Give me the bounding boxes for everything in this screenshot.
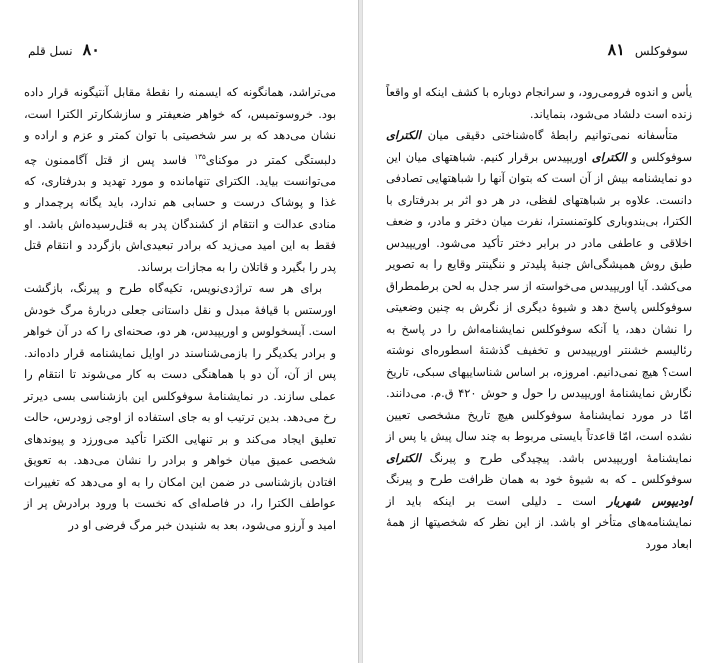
right-page-header bbox=[608, 40, 688, 62]
text-run: می‌تراشد، همانگونه که ایسمنه را نقطهٔ مقابل آنتیگونه قرار داده بود. خروسوتمیس، که خواهر ضعیفتر و سازشکارتر الکترا است، نشان می‌دهد که بر سر شخصیتی با توان کمتر و عزم و اراده و دلبستگی کمتر در موکنای bbox=[24, 85, 337, 167]
running-title: نسل قلم bbox=[28, 44, 73, 58]
work-title: الکترای bbox=[591, 149, 627, 164]
right-page-body bbox=[386, 82, 692, 555]
right-page bbox=[362, 0, 722, 663]
text-run: متأسفانه نمی‌توانیم رابطهٔ گاه‌شناختی دقیقی میان bbox=[420, 128, 678, 142]
left-page-header bbox=[28, 40, 100, 62]
text-run: سوفوکلس و bbox=[626, 149, 692, 164]
work-title: الکترای bbox=[386, 128, 421, 142]
work-title: الکترای bbox=[386, 450, 421, 465]
page-number: ۸۱ bbox=[607, 40, 625, 59]
running-title: سوفوکلس bbox=[634, 44, 688, 58]
text-run: فاسد پس از قتل آگاممنون چه می‌توانست بیاید. الکترای تنهاماندە و مورد تهدید و بدرفتاری، که غذا و پوشاک درست و حسابی هم ندارد، باید یگانه پرچمدار و منادی عدالت و انتقام از کشندگان پدر به قتل‌رسیده‌اش باشد. او فقط به این امید می‌زید که برادر تبعیدی‌اش بازگردد و انتقام قتل پدر را بگیرد و قاتلان را به مجازات برساند. bbox=[24, 152, 336, 274]
text-run: سوفوکلس ـ که به شیوهٔ خود به همان ظرافت طرح و پیرنگ bbox=[386, 472, 692, 486]
text-run: یأس و اندوه فرومی‌رود، و سرانجام دوباره با کشف اینکه او واقعاً زنده است دلشاد می‌شود، بنمایاند. bbox=[386, 85, 692, 121]
body-paragraph bbox=[24, 82, 336, 278]
left-page-body bbox=[24, 82, 336, 536]
body-paragraph bbox=[386, 82, 692, 125]
text-run: است ـ دلیلی است بر اینکه باید از نمایشنامه‌های متأخر او باشد. از این نظر که شخصیتها از همهٔ ابعاد مورد bbox=[386, 493, 692, 551]
body-paragraph bbox=[24, 278, 336, 536]
text-run: برای هر سه تراژدی‌نویس، تکیه‌گاه طرح و پیرنگ، بازگشت اورستس با قیافهٔ مبدل و نقل داستانی جعلی دربارهٔ مرگ خودش است. آیسخولوس و اوریپیدس، هر دو، صحنه‌ای را که در آن خواهر و برادر یکدیگر را بازمی‌شناسند در اوایل نمایشنامه قرار داده‌اند. پس از آن، آن دو با هماهنگی دست به کار می‌شوند تا انتقام را عملی سازند. در نمایشنامهٔ سوفوکلس این بازشناسی بسی دیرتر رخ می‌دهد. بدین ترتیب او به جای استفاده از اوجی زودرس، حالت تعلیق ایجاد می‌کند و بر تنهایی الکترا تأکید می‌ورزد و پیوندهای شخصی عمیق میان خواهر و برادر را نشان می‌دهد. به تعویق افتادن بازشناسی در ضمن این امکان را به او می‌دهد که تغییرات عواطف الکترا را، در فاصله‌ای که نخست با ورود برادرش پر از امید و آرزو می‌شود، بعد به شنیدن خبر مرگ فرضی او در bbox=[24, 281, 336, 532]
page-number: ۸۰ bbox=[82, 40, 100, 59]
footnote-marker: ۱۳۵ bbox=[194, 152, 206, 161]
work-title: اودیپوس شهریار bbox=[607, 493, 692, 508]
text-run: اوریپیدس برقرار کنیم. شباهتهای میان این دو نمایشنامه بیش از آن است که بتوان آنها را شباهتهایی تصادفی دانست. علاوه بر شباهتهای لفظی، در هر دو اثر بر بدرفتاری با الکترا، بی‌بندوباری کلوتمنسترا، نفرت میان دختر و مادر، و ضعف اخلاقی و عاطفی مادر در برابر دختر تأکید می‌شود. اوریپیدس طبق روش همیشگی‌اش جنبهٔ پلیدتر و ننگینتر وقایع را به تصویر می‌کشد. آیا اوریپیدس می‌خواسته از سر جدل به لحن برطمطراق سوفوکلس پاسخ دهد و شیوهٔ دیگری از نگرش به چنین وضعیتی را نشان دهد، یا آنکه سوفوکلس نمایشنامه‌اش را در پاسخ به رئالیسم خشنتر اوریپیدس و تخفیف گذشتهٔ اسطوره‌ای نوشته است؟ هیچ نمی‌دانیم. امروزه، بر اساس شناساییهای سبکی، تاریخ نگارش نمایشنامهٔ اوریپیدس را حول و حوش ۴۲۰ ق.م. می‌دانند. امّا در مورد نمایشنامهٔ سوفوکلس هیچ تاریخ مشخصی تعیین نشده است، امّا قاعدتاً بایستی مربوط به چند سال پیش یا پس از نمایشنامهٔ اوریپیدس باشد. پیچیدگی طرح و پیرنگ bbox=[386, 149, 692, 465]
body-paragraph bbox=[386, 125, 692, 555]
left-page bbox=[0, 0, 359, 663]
